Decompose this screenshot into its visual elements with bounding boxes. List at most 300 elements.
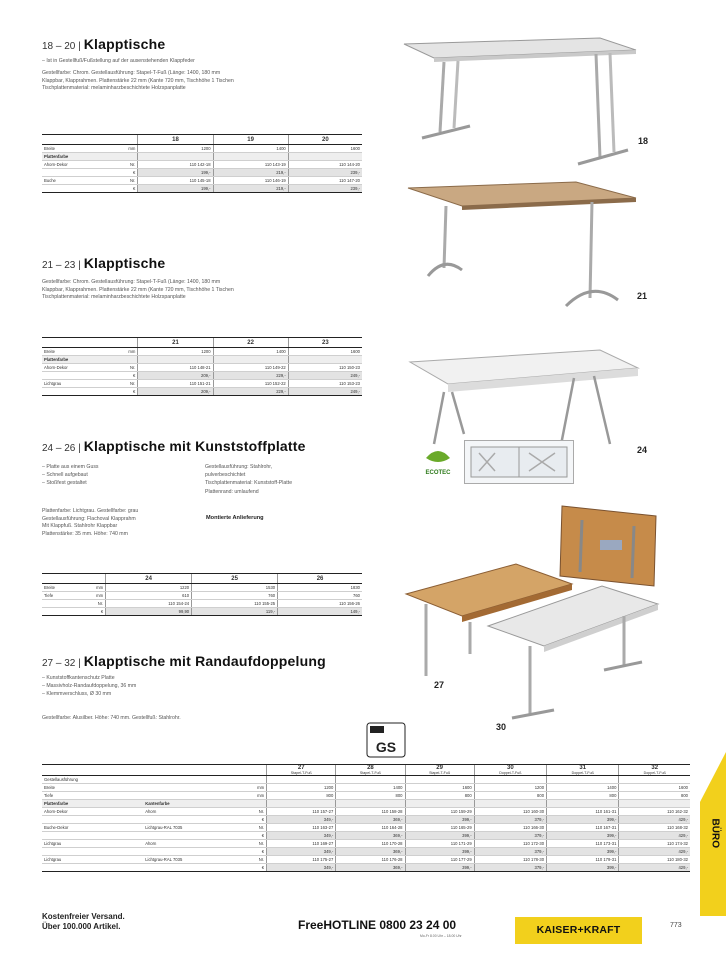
table-cell: 760 <box>192 592 278 600</box>
row-label-secondary <box>143 792 252 800</box>
price-cell: 399,- <box>405 816 474 824</box>
row-label-secondary <box>143 784 252 792</box>
table-cell: 1200 <box>138 145 213 153</box>
row-label: Buche-Dekor <box>42 824 143 832</box>
feature-item: – Stoßfest gestaltet <box>42 479 99 487</box>
table-cell <box>267 800 336 808</box>
column-subheader: Doppel-T-Fuß <box>571 771 594 775</box>
table-cell <box>336 776 405 784</box>
table-row <box>42 177 362 185</box>
row-label: Ahorn-Dekor <box>42 161 124 169</box>
price-cell: 429,- <box>619 864 690 872</box>
eco-label-text: ECOTEC <box>425 470 451 476</box>
price-cell: 349,- <box>267 848 336 856</box>
table-row <box>42 848 690 856</box>
table-row <box>42 776 690 784</box>
table-cell <box>405 776 474 784</box>
price-cell: 119,- <box>192 608 278 616</box>
description-line: Gestellausführung: Flachoval Klapprahm <box>42 515 136 522</box>
table-cell: 110 173-31 <box>547 840 619 848</box>
feature-item: – Massivholz-Randaufdoppelung, 36 mm <box>42 682 136 690</box>
row-label-secondary: Lichtgrau-RAL 7035 <box>143 856 252 864</box>
column-header: 21 <box>138 338 213 348</box>
table-row <box>42 388 362 396</box>
table-cell: 110 179-31 <box>547 856 619 864</box>
table-cell: 110 151-21 <box>138 380 213 388</box>
table-cell: 1600 <box>288 145 362 153</box>
row-label <box>42 169 124 177</box>
feature-line: Gestellausführung: Stahlrohr, <box>205 464 273 470</box>
column-header: 19 <box>213 135 288 145</box>
row-label: Lichtgrau <box>42 380 124 388</box>
price-cell: 399,- <box>547 864 619 872</box>
table-cell: 1400 <box>213 145 288 153</box>
table-cell: 110 142-18 <box>138 161 213 169</box>
table-cell: 800 <box>474 792 546 800</box>
table-row <box>42 808 690 816</box>
section-title-18-20 <box>42 36 165 52</box>
price-cell: 199,- <box>138 185 213 193</box>
row-unit: € <box>253 864 267 872</box>
row-label <box>42 608 92 616</box>
figure-number: 18 <box>638 136 649 146</box>
table-row <box>42 169 362 177</box>
price-cell: 399,- <box>547 832 619 840</box>
row-unit: mm <box>92 592 106 600</box>
column-header: 23 <box>288 338 362 348</box>
row-label <box>42 600 92 608</box>
feature-item: – Ist in Gestellfuß/Fußstellung auf der ausenstehenden Klappfeder <box>42 57 195 65</box>
table-cell: 110 168-32 <box>619 824 690 832</box>
row-label: Ahorn-Dekor <box>42 364 124 372</box>
section-number: 18 – 20 | <box>42 41 81 52</box>
column-subheader: Stapel-T-Fuß <box>359 771 381 775</box>
row-label <box>42 848 143 856</box>
row-label: Buche <box>42 177 124 185</box>
column-subheader: Doppel-T-Fuß <box>499 771 522 775</box>
description-line: Plattenstärke: 35 mm. Höhe: 740 mm <box>42 530 128 537</box>
price-cell: 429,- <box>619 816 690 824</box>
price-cell: 239,- <box>288 185 362 193</box>
table-row <box>42 856 690 864</box>
row-label-secondary: Ahorn <box>143 808 252 816</box>
row-label <box>42 185 124 193</box>
section-heading: Klapptische <box>83 36 166 52</box>
row-label: Plattenfarbe <box>42 153 124 161</box>
row-label: Breite <box>42 145 124 153</box>
table-row <box>42 380 362 388</box>
description-line: Gestellfarbe: Chrom. Gestellausführung: Stapel-T-Fuß (Länge: 1400, 180 mm <box>42 70 221 76</box>
table-cell: 110 176-28 <box>336 856 405 864</box>
table-cell: 110 169-27 <box>267 840 336 848</box>
table-cell: 110 161-31 <box>547 808 619 816</box>
table-cell: 110 145-18 <box>138 177 213 185</box>
row-label: Tiefe <box>42 792 143 800</box>
row-label <box>42 372 124 380</box>
category-side-tab[interactable] <box>700 752 726 916</box>
row-unit: Nr. <box>124 380 138 388</box>
table-cell: 110 163-27 <box>267 824 336 832</box>
section-number: 21 – 23 | <box>42 260 81 271</box>
table-cell <box>213 153 288 161</box>
table-cell <box>619 776 690 784</box>
gs-text: GS <box>375 739 397 755</box>
row-unit: € <box>92 608 106 616</box>
row-unit: € <box>124 388 138 396</box>
row-label <box>42 864 143 872</box>
table-cell: 1600 <box>405 784 474 792</box>
price-cell: 429,- <box>619 848 690 856</box>
row-label-secondary: Ahorn <box>143 840 252 848</box>
price-cell: 369,- <box>336 864 405 872</box>
row-label <box>42 832 143 840</box>
section-title-27-32 <box>42 653 326 669</box>
section-title-21-23 <box>42 255 165 271</box>
price-cell: 209,- <box>138 372 213 380</box>
eco-label-icon <box>418 444 458 482</box>
table-row <box>42 372 362 380</box>
table-row <box>42 348 362 356</box>
table-cell: 1600 <box>619 784 690 792</box>
table-cell: 1400 <box>336 784 405 792</box>
price-cell: 369,- <box>336 816 405 824</box>
row-unit <box>124 356 138 364</box>
price-cell: 349,- <box>267 864 336 872</box>
price-cell: 229,- <box>213 388 288 396</box>
column-subheader: Stapel-T-Fuß <box>290 771 312 775</box>
table-row <box>42 608 362 616</box>
page-number: 773 <box>670 922 682 929</box>
price-cell: 229,- <box>213 372 288 380</box>
folded-table-inset-image <box>464 440 574 484</box>
row-label: Gestellausführung <box>42 776 143 784</box>
column-header: 25 <box>192 574 278 584</box>
table-cell: 800 <box>619 792 690 800</box>
price-cell: 399,- <box>405 864 474 872</box>
feature-item: – Schnell aufgebaut <box>42 471 99 479</box>
table-row <box>42 840 690 848</box>
row-unit: € <box>124 185 138 193</box>
row-unit <box>253 800 267 808</box>
table-cell: 1200 <box>474 784 546 792</box>
figure-number: 21 <box>637 291 648 301</box>
hotline-hours: Mo-Fr 8.00 Uhr – 18.00 Uhr <box>420 934 462 938</box>
table-cell: 110 177-29 <box>405 856 474 864</box>
column-header: 31 Doppel-T-Fuß <box>547 765 619 776</box>
table-cell: 800 <box>267 792 336 800</box>
table-cell <box>547 776 619 784</box>
figure-number: 24 <box>637 445 648 455</box>
feature-list <box>42 57 195 65</box>
table-cell: 110 174-32 <box>619 840 690 848</box>
spec-table-24-26 <box>42 573 362 616</box>
description-line: Mit Klappfuß. Stahlrohr Klappbar <box>42 523 118 530</box>
feature-list-left <box>42 463 99 488</box>
price-cell: 399,- <box>405 848 474 856</box>
row-label-secondary: Kantenfarbe <box>143 800 252 808</box>
row-label-secondary <box>143 816 252 824</box>
row-label <box>42 816 143 824</box>
row-unit: mm <box>124 348 138 356</box>
price-cell: 379,- <box>474 832 546 840</box>
table-cell: 110 167-31 <box>547 824 619 832</box>
table-cell: 1400 <box>213 348 288 356</box>
table-row <box>42 364 362 372</box>
table-header-blank <box>42 135 138 145</box>
table-cell <box>213 356 288 364</box>
feature-item: – Kunststoffkantenschutz Platte <box>42 674 136 682</box>
row-label: Lichtgrau <box>42 856 143 864</box>
table-header-blank <box>42 574 106 584</box>
row-unit <box>253 776 267 784</box>
price-cell: 249,- <box>288 388 362 396</box>
spec-table-27-32 <box>42 764 690 872</box>
table-cell <box>336 800 405 808</box>
row-unit: € <box>253 816 267 824</box>
description-text <box>42 279 234 302</box>
description-line: Gestellfarbe: Chrom. Gestellausführung: Stapel-T-Fuß (Länge: 1400, 180 mm <box>42 279 221 285</box>
table-row <box>42 185 362 193</box>
feature-item: – Klemmverschluss, Ø 30 mm <box>42 690 136 698</box>
table-cell <box>288 356 362 364</box>
row-unit: € <box>124 169 138 177</box>
table-row <box>42 824 690 832</box>
price-cell: 399,- <box>405 832 474 840</box>
table-cell: 800 <box>405 792 474 800</box>
footer-claim-line: Kostenfreier Versand. <box>42 912 125 921</box>
column-subheader: Doppel-T-Fuß <box>643 771 666 775</box>
table-cell: 1200 <box>267 784 336 792</box>
price-cell: 349,- <box>267 832 336 840</box>
table-cell: 610 <box>106 592 192 600</box>
table-cell: 110 153-23 <box>288 380 362 388</box>
price-cell: 379,- <box>474 864 546 872</box>
table-cell: 110 143-19 <box>213 161 288 169</box>
column-header: 29 Stapel-T-Fuß <box>405 765 474 776</box>
table-cell: 110 165-29 <box>405 824 474 832</box>
table-cell <box>138 153 213 161</box>
row-label: Ahorn-Dekor <box>42 808 143 816</box>
column-header: 20 <box>288 135 362 145</box>
table-row <box>42 792 690 800</box>
table-cell: 110 154-24 <box>106 600 192 608</box>
table-cell: 110 156-26 <box>278 600 362 608</box>
row-unit: Nr. <box>124 364 138 372</box>
table-cell: 110 155-25 <box>192 600 278 608</box>
table-cell: 110 175-27 <box>267 856 336 864</box>
section-heading: Klapptische mit Randaufdoppelung <box>83 653 326 669</box>
gs-certification-icon <box>366 722 406 758</box>
section-number: 24 – 26 | <box>42 443 81 454</box>
table-cell: 110 147-20 <box>288 177 362 185</box>
row-label: Breite <box>42 784 143 792</box>
table-cell <box>474 776 546 784</box>
table-cell: 110 166-30 <box>474 824 546 832</box>
table-row <box>42 356 362 364</box>
description-text: Gestellfarbe: Alusilber. Höhe: 740 mm. Gestellfuß: Stahlrohr. <box>42 715 181 721</box>
row-unit: Nr. <box>124 177 138 185</box>
row-unit: € <box>253 848 267 856</box>
feature-item: – Platte aus einem Guss <box>42 463 99 471</box>
row-label-secondary <box>143 864 252 872</box>
table-image-24 <box>404 344 640 454</box>
column-header: 30 Doppel-T-Fuß <box>474 765 546 776</box>
table-row <box>42 832 690 840</box>
description-line: Tischplattenmaterial: melaminharzbeschichtete Holzspanplatte <box>42 85 186 92</box>
table-image-18 <box>400 36 640 171</box>
table-cell: 110 164-28 <box>336 824 405 832</box>
row-unit: mm <box>253 784 267 792</box>
footer-claim <box>42 912 125 932</box>
section-heading: Klapptische <box>83 255 166 271</box>
column-subheader: Stapel-T-Fuß <box>429 771 451 775</box>
price-cell: 369,- <box>336 848 405 856</box>
table-image-21 <box>406 180 638 320</box>
section-title-24-26 <box>42 438 306 454</box>
table-cell: 110 146-19 <box>213 177 288 185</box>
table-image-27-30 <box>404 504 662 730</box>
row-unit <box>124 153 138 161</box>
spec-table-18-20 <box>42 134 362 193</box>
figure-number: 27 <box>434 680 445 690</box>
description-line: Klappbar, Klapprahmen. Plattenstärke 22 mm (Kante 720 mm, Tischhöhe 1 Tischen <box>42 77 234 84</box>
row-label: Lichtgrau <box>42 840 143 848</box>
price-cell: 239,- <box>288 169 362 177</box>
column-header: 22 <box>213 338 288 348</box>
price-cell: 209,- <box>138 388 213 396</box>
row-unit: € <box>253 832 267 840</box>
table-cell: 110 157-27 <box>267 808 336 816</box>
table-header-blank <box>42 338 138 348</box>
row-unit: Nr. <box>253 824 267 832</box>
description-line: Klappbar, Klapprahmen. Plattenstärke 22 mm (Kante 720 mm, Tischhöhe 1 Tischen <box>42 286 234 293</box>
table-cell: 1530 <box>192 584 278 592</box>
row-unit: Nr. <box>253 840 267 848</box>
price-cell: 149,- <box>278 608 362 616</box>
table-cell: 800 <box>336 792 405 800</box>
table-cell <box>267 776 336 784</box>
description-text <box>42 70 234 93</box>
table-cell: 1600 <box>288 348 362 356</box>
row-label: Plattenfarbe <box>42 800 143 808</box>
table-cell: 110 170-28 <box>336 840 405 848</box>
price-cell: 199,- <box>138 169 213 177</box>
table-cell <box>547 800 619 808</box>
table-cell: 110 159-29 <box>405 808 474 816</box>
table-cell <box>474 800 546 808</box>
price-cell: 219,- <box>213 185 288 193</box>
feature-line: pulverbeschichtet <box>205 472 246 479</box>
table-cell: 1830 <box>278 584 362 592</box>
table-row <box>42 592 362 600</box>
price-cell: 369,- <box>336 832 405 840</box>
table-cell: 110 172-30 <box>474 840 546 848</box>
feature-line: Plattenrand: umlaufend <box>205 488 259 495</box>
row-unit: mm <box>253 792 267 800</box>
row-label-secondary <box>143 776 252 784</box>
table-row <box>42 800 690 808</box>
assembly-note: Montierte Anlieferung <box>206 515 264 521</box>
price-cell: 399,- <box>547 848 619 856</box>
table-cell: 110 149-22 <box>213 364 288 372</box>
section-heading: Klapptische mit Kunststoffplatte <box>83 438 306 454</box>
price-cell: 399,- <box>547 816 619 824</box>
table-cell: 800 <box>547 792 619 800</box>
price-cell: 249,- <box>288 372 362 380</box>
table-cell <box>138 356 213 364</box>
table-row <box>42 153 362 161</box>
table-row <box>42 600 362 608</box>
footer-claim-line: Über 100.000 Artikel. <box>42 922 121 931</box>
table-cell: 110 150-23 <box>288 364 362 372</box>
description-text <box>42 508 138 538</box>
table-row <box>42 145 362 153</box>
row-unit: mm <box>92 584 106 592</box>
table-cell: 110 180-32 <box>619 856 690 864</box>
table-row <box>42 816 690 824</box>
price-cell: 379,- <box>474 848 546 856</box>
row-unit: Nr. <box>92 600 106 608</box>
table-cell <box>288 153 362 161</box>
row-label: Tiefe <box>42 592 92 600</box>
row-unit: Nr. <box>253 808 267 816</box>
row-label: Breite <box>42 584 92 592</box>
hotline-number[interactable]: FreeHOTLINE 0800 23 24 00 <box>298 918 457 932</box>
table-cell: 1220 <box>106 584 192 592</box>
section-number: 27 – 32 | <box>42 658 81 669</box>
table-cell: 110 178-30 <box>474 856 546 864</box>
row-label-secondary <box>143 848 252 856</box>
brand-logo: KAISER+KRAFT <box>515 917 642 944</box>
table-cell: 1200 <box>138 348 213 356</box>
row-label-secondary <box>143 832 252 840</box>
table-cell: 110 171-29 <box>405 840 474 848</box>
category-label: BÜRO <box>709 818 720 848</box>
price-cell: 429,- <box>619 832 690 840</box>
table-cell: 110 148-21 <box>138 364 213 372</box>
table-cell <box>619 800 690 808</box>
description-line: Plattenfarbe: Lichtgrau. Gestellfarbe: grau <box>42 508 139 514</box>
table-cell: 110 160-30 <box>474 808 546 816</box>
table-row <box>42 161 362 169</box>
table-cell: 110 158-28 <box>336 808 405 816</box>
column-header: 18 <box>138 135 213 145</box>
table-cell: 110 152-22 <box>213 380 288 388</box>
table-row <box>42 864 690 872</box>
figure-number: 30 <box>496 722 507 732</box>
table-cell: 110 162-32 <box>619 808 690 816</box>
price-cell: 379,- <box>474 816 546 824</box>
table-header-blank <box>42 765 267 776</box>
table-cell: 110 144-20 <box>288 161 362 169</box>
row-label: Plattenfarbe <box>42 356 124 364</box>
table-cell <box>405 800 474 808</box>
column-header: 26 <box>278 574 362 584</box>
price-cell: 99,90 <box>106 608 192 616</box>
table-cell: 760 <box>278 592 362 600</box>
row-unit: mm <box>124 145 138 153</box>
row-unit: Nr. <box>124 161 138 169</box>
row-label: Breite <box>42 348 124 356</box>
column-header: 24 <box>106 574 192 584</box>
row-label-secondary: Lichtgrau-RAL 7035 <box>143 824 252 832</box>
table-cell: 1400 <box>547 784 619 792</box>
feature-list <box>42 674 136 699</box>
spec-table-21-23 <box>42 337 362 396</box>
feature-line: Tischplattenmaterial: Kunststoff-Platte <box>205 480 293 487</box>
table-row <box>42 584 362 592</box>
column-header: 32 Doppel-T-Fuß <box>619 765 690 776</box>
